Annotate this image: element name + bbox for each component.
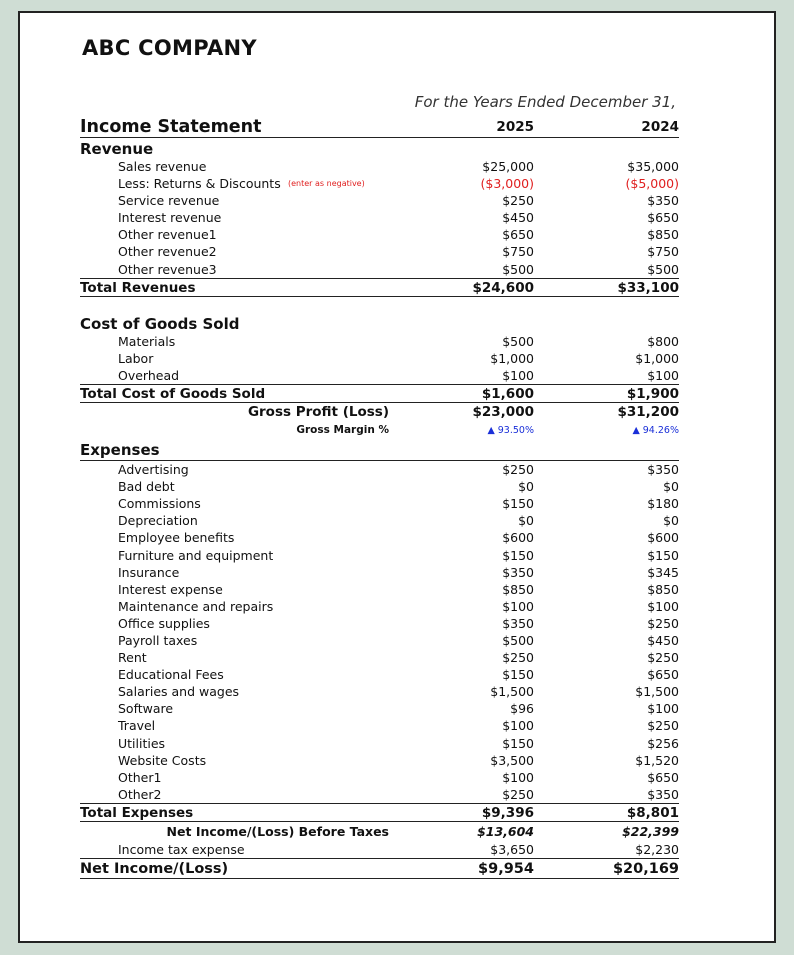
year-2025: 2025	[496, 119, 534, 135]
line-item	[80, 786, 679, 803]
line-item	[80, 735, 679, 752]
value-2024: $0	[663, 513, 679, 529]
value-2024: $1,000	[635, 350, 679, 366]
value-2024: $180	[647, 496, 679, 512]
value-2025: $850	[502, 581, 534, 597]
value-2025: $250	[502, 650, 534, 666]
line-item-label: Other revenue3	[118, 261, 217, 277]
line-item-label: Office supplies	[118, 615, 210, 631]
line-item-label: Materials	[118, 333, 176, 349]
line-item-label: Other revenue1	[118, 227, 217, 243]
line-item	[80, 529, 679, 546]
value-2025: $500	[502, 333, 534, 349]
income-statement	[80, 116, 679, 879]
value-2025: $150	[502, 496, 534, 512]
line-item	[80, 752, 679, 769]
line-item-label: Website Costs	[118, 752, 207, 768]
line-item-label: Commissions	[118, 496, 201, 512]
line-item-label: Travel	[118, 718, 156, 734]
value-2025: $250	[502, 193, 534, 209]
value-2025: $150	[502, 735, 534, 751]
statement-title: Income Statement	[80, 117, 262, 137]
line-item-label: Sales revenue	[118, 159, 207, 174]
gross-margin-row: Gross Margin % ▲ 93.50% ▲ 94.26%	[296, 423, 679, 436]
line-item	[80, 226, 679, 243]
line-item	[80, 581, 679, 598]
line-item	[80, 632, 679, 649]
line-item-label: Maintenance and repairs	[118, 598, 274, 614]
value-2025: ($3,000)	[480, 176, 534, 192]
value-2024: ($5,000)	[625, 176, 679, 192]
line-item-label: Insurance	[118, 564, 180, 580]
line-item-label: Advertising	[118, 462, 189, 478]
line-item-label: Depreciation	[118, 513, 198, 529]
value-2024: $1,520	[635, 752, 679, 768]
value-2025: $650	[502, 227, 534, 243]
revenue-heading: Revenue	[80, 140, 154, 158]
revenue-items	[80, 158, 679, 278]
line-item-label: Software	[118, 701, 174, 717]
value-2025: $0	[518, 513, 534, 529]
value-2025: $100	[502, 769, 534, 785]
line-item-label: Other2	[118, 786, 162, 802]
value-2025: $1,500	[490, 684, 534, 700]
expense-items	[80, 461, 679, 803]
value-2024: $250	[647, 615, 679, 631]
line-item-label: Interest expense	[118, 581, 223, 597]
value-2025: $150	[502, 547, 534, 563]
total-cogs-row: Total Cost of Goods Sold $1,600 $1,900	[80, 385, 679, 402]
value-2025: $500	[502, 632, 534, 648]
line-item	[80, 512, 679, 529]
line-item-label: Overhead	[118, 367, 180, 383]
value-2025: $750	[502, 244, 534, 260]
line-item-note: (enter as negative)	[288, 179, 365, 189]
value-2025: $100	[502, 367, 534, 383]
value-2024: $600	[647, 530, 679, 546]
line-item-label: Rent	[118, 650, 147, 666]
value-2024: $100	[647, 598, 679, 614]
value-2024: $0	[663, 479, 679, 495]
value-2024: $800	[647, 333, 679, 349]
line-item	[80, 243, 679, 260]
line-item	[80, 158, 679, 175]
value-2025: $1,000	[490, 350, 534, 366]
line-item	[80, 175, 679, 192]
value-2024: $250	[647, 650, 679, 666]
value-2024: $650	[647, 769, 679, 785]
value-2025: $350	[502, 615, 534, 631]
value-2024: $450	[647, 632, 679, 648]
value-2024: $350	[647, 786, 679, 802]
line-item-label: Educational Fees	[118, 667, 224, 683]
line-item	[80, 717, 679, 734]
value-2025: $250	[502, 462, 534, 478]
line-item	[80, 649, 679, 666]
line-item-label: Salaries and wages	[118, 684, 240, 700]
value-2024: $100	[647, 701, 679, 717]
statement-header	[80, 116, 679, 138]
value-2024: $250	[647, 718, 679, 734]
value-2024: $750	[647, 244, 679, 260]
line-item	[80, 350, 679, 367]
cogs-heading: Cost of Goods Sold	[80, 314, 240, 333]
line-item	[80, 666, 679, 683]
value-2025: $150	[502, 667, 534, 683]
value-2024: $1,500	[635, 684, 679, 700]
value-2024: $256	[647, 735, 679, 751]
line-item	[80, 598, 679, 615]
total-revenues-row: Total Revenues $24,600 $33,100	[80, 279, 679, 296]
company-name: ABC COMPANY	[82, 36, 257, 60]
value-2024: $35,000	[627, 159, 679, 174]
line-item-label: Other1	[118, 769, 162, 785]
value-2024: $650	[647, 667, 679, 683]
expenses-heading: Expenses	[80, 439, 679, 461]
line-item-label: Bad debt	[118, 479, 175, 495]
line-item-label: Payroll taxes	[118, 632, 198, 648]
line-item-label: Less: Returns & Discounts	[118, 176, 281, 192]
value-2025: $500	[502, 261, 534, 277]
value-2024: $350	[647, 462, 679, 478]
value-2024: $100	[647, 367, 679, 383]
line-item	[80, 547, 679, 564]
line-item	[80, 192, 679, 209]
value-2024: $150	[647, 547, 679, 563]
cogs-items	[80, 333, 679, 384]
value-2024: $650	[647, 210, 679, 226]
value-2025: $96	[510, 701, 534, 717]
line-item	[80, 769, 679, 786]
line-item-label: Furniture and equipment	[118, 547, 274, 563]
line-item-label: Utilities	[118, 735, 166, 751]
value-2024: $850	[647, 581, 679, 597]
line-item-label: Other revenue2	[118, 244, 217, 260]
line-item	[80, 261, 679, 278]
line-item-label: Labor	[118, 350, 154, 366]
year-2024: 2024	[641, 119, 679, 135]
line-item	[80, 564, 679, 581]
line-item	[80, 700, 679, 717]
value-2024: $350	[647, 193, 679, 209]
value-2025: $100	[502, 598, 534, 614]
value-2025: $3,500	[490, 752, 534, 768]
line-item-label: Interest revenue	[118, 210, 222, 226]
value-2025: $450	[502, 210, 534, 226]
income-tax-row: Income tax expense $3,650 $2,230	[118, 841, 679, 857]
line-item	[80, 683, 679, 700]
total-expenses-row: Total Expenses $9,396 $8,801	[80, 804, 679, 821]
line-item	[80, 478, 679, 495]
line-item	[80, 461, 679, 478]
line-item	[80, 367, 679, 384]
gross-profit-row: Gross Profit (Loss) $23,000 $31,200	[247, 403, 679, 420]
value-2025: $25,000	[482, 159, 534, 174]
value-2024: $345	[647, 564, 679, 580]
value-2025: $350	[502, 564, 534, 580]
before-taxes-row: Net Income/(Loss) Before Taxes $13,604 $22,399	[166, 823, 679, 839]
line-item	[80, 333, 679, 350]
line-item	[80, 495, 679, 512]
line-item-label: Service revenue	[118, 193, 220, 209]
value-2025: $250	[502, 786, 534, 802]
line-item	[80, 615, 679, 632]
net-income-row: Net Income/(Loss) $9,954 $20,169	[80, 858, 679, 879]
line-item-label: Employee benefits	[118, 530, 235, 546]
value-2024: $850	[647, 227, 679, 243]
period-caption: For the Years Ended December 31,	[414, 93, 676, 111]
line-item	[80, 209, 679, 226]
value-2025: $0	[518, 479, 534, 495]
value-2025: $100	[502, 718, 534, 734]
value-2025: $600	[502, 530, 534, 546]
value-2024: $500	[647, 261, 679, 277]
